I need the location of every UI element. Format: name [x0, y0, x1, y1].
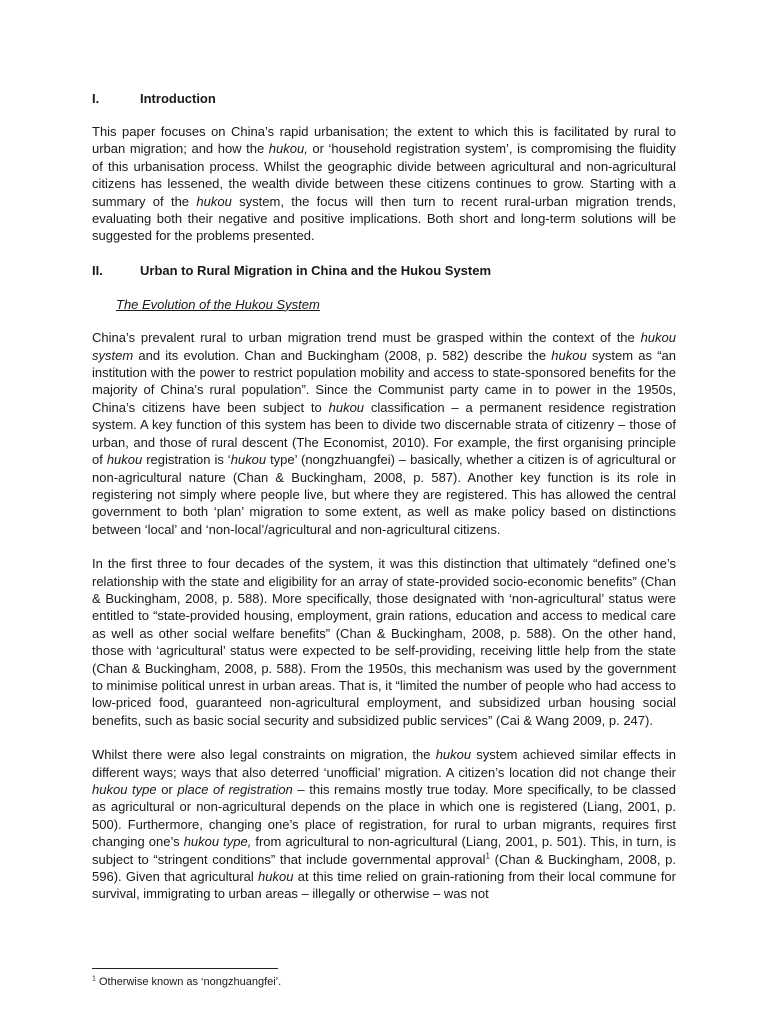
italic-term: hukou type, — [183, 834, 252, 850]
section-number: II. — [92, 262, 103, 278]
text-run: or — [156, 782, 178, 797]
italic-term: hukou type — [92, 782, 157, 797]
text-run: classification – a permanent residence registration system. A key function of this system has been to divide two discernable strata of citizenry – those of urban, and those of rural descent (The Economist, 2010). For example, the first organising principle of — [92, 399, 677, 468]
italic-term: hukou — [328, 399, 365, 415]
text-run: from agricultural to non-agricultural (Liang, 2001, p. 501). This, in turn, is subject to “stringent conditions” that include governmental approval — [92, 834, 676, 867]
body-paragraph-2 — [92, 555, 676, 729]
text-run: registration is ‘ — [142, 452, 231, 468]
text-run: or ‘household registration system’, is compromising the fluidity of this urbanisation process. Whilst the geographic divide between agricultural and non-agricultural citizens has lessened, the wealth divide between these citizens continues to grow. Starting with a summary of the — [92, 141, 677, 209]
italic-term: hukou — [230, 452, 267, 468]
subsection-heading: The Evolution of the Hukou System — [116, 296, 320, 312]
italic-term: hukou — [551, 347, 587, 363]
body-paragraph-1 — [92, 329, 676, 538]
intro-paragraph — [92, 123, 676, 245]
footnote — [92, 975, 281, 989]
body-paragraph-3 — [92, 746, 676, 903]
section-heading-migration — [92, 262, 676, 279]
text-run: system, the focus will then turn to recent rural-urban migration trends, evaluating both their negative and positive implications. Both short and long-term solutions will be suggested for the problems presented. — [92, 193, 676, 244]
section-number: I. — [92, 91, 100, 106]
italic-term: hukou system — [92, 330, 676, 363]
text-run: system as “an institution with the power to restrict population mobility and access to state-sponsored benefits for the majority of China’s rural population”. Since the Communist party came in to power in the 1950s, China’s citizens have been subject to — [92, 347, 677, 415]
text-run: This paper focuses on China’s rapid urbanisation; the extent to which this is facilitated by rural to urban migration; and how the — [92, 124, 676, 157]
footnote-reference: 1 — [485, 851, 490, 861]
text-run: China’s prevalent rural to urban migration trend must be grasped within the context of the — [92, 330, 641, 346]
italic-term: hukou — [258, 869, 294, 885]
italic-term: hukou — [435, 747, 472, 763]
text-run: In the first three to four decades of the system, it was this distinction that ultimately “defined one’s relationship with the state and eligibility for an array of state-provided socio-economic benefits” (Chan & Buckingham, 2008, p. 588). More specifically, those designated with ‘non-agricultural’ status were entitled to “state-provided housing, employment, grain rations, education and access to medical care as well as other social welfare benefits” (Chan & Buckingham, 2008, p. 588). On the other hand, those with ‘agricultural’ status were expected to be self-providing, receiving little help from the state (Chan & Buckingham, 2008, p. 588). From the 1950s, this mechanism was used by the government to minimise political unrest in urban areas. That is, it “limited the number of people who had access to low-priced food, guaranteed non-agricultural employment, and subsidized urban housing social benefits, such as basic social security and subsidized public services” (Cai & Wang 2009, p. 247). — [92, 556, 676, 728]
document-page — [92, 90, 676, 903]
section-title: Introduction — [140, 91, 216, 106]
italic-term: place of registration — [177, 782, 293, 797]
italic-term: hukou — [196, 193, 232, 209]
footnote-divider — [92, 968, 278, 969]
text-run: Whilst there were also legal constraints on migration, the — [92, 747, 436, 763]
section-title: Urban to Rural Migration in China and the Hukou System — [140, 262, 492, 278]
text-run: at this time relied on grain-rationing from their local commune for survival, immigrating to urban areas – illegally or otherwise – was not — [92, 869, 676, 902]
footnote-marker: 1 — [92, 975, 96, 983]
text-run: (Chan & Buckingham, 2008, p. 596). Given that agricultural — [92, 851, 676, 885]
section-heading-introduction — [92, 90, 676, 107]
footnote-text: Otherwise known as ‘nongzhuangfei’. — [95, 976, 282, 988]
text-run: and its evolution. Chan and Buckingham (2008, p. 582) describe the — [133, 347, 552, 363]
italic-term: hukou, — [268, 141, 308, 157]
text-run: – this remains mostly true today. More specifically, to be classed as agricultural or non-agricultural depends on the place in which one is registered (Liang, 2001, p. 500). Furthermore, changing one’s place of registration, for rural to urban migrants, requires first changing one’s — [92, 782, 676, 850]
italic-term: hukou — [106, 452, 143, 468]
text-run: system achieved similar effects in different ways; ways that also deterred ‘unofficial’ migration. A citizen’s location did not change their — [92, 747, 676, 780]
text-run: type’ (nongzhuangfei) – basically, whether a citizen is of agricultural or non-agricultural nature (Chan & Buckingham, 2008, p. 587). Another key function is its role in registering not simply where people live, but where they are registered. This has allowed the central government to both ‘plan’ migration to some extent, as well as make policy based on distinctions between ‘local’ and ‘non-local’/agricultural and non-agricultural citizens. — [92, 452, 676, 537]
